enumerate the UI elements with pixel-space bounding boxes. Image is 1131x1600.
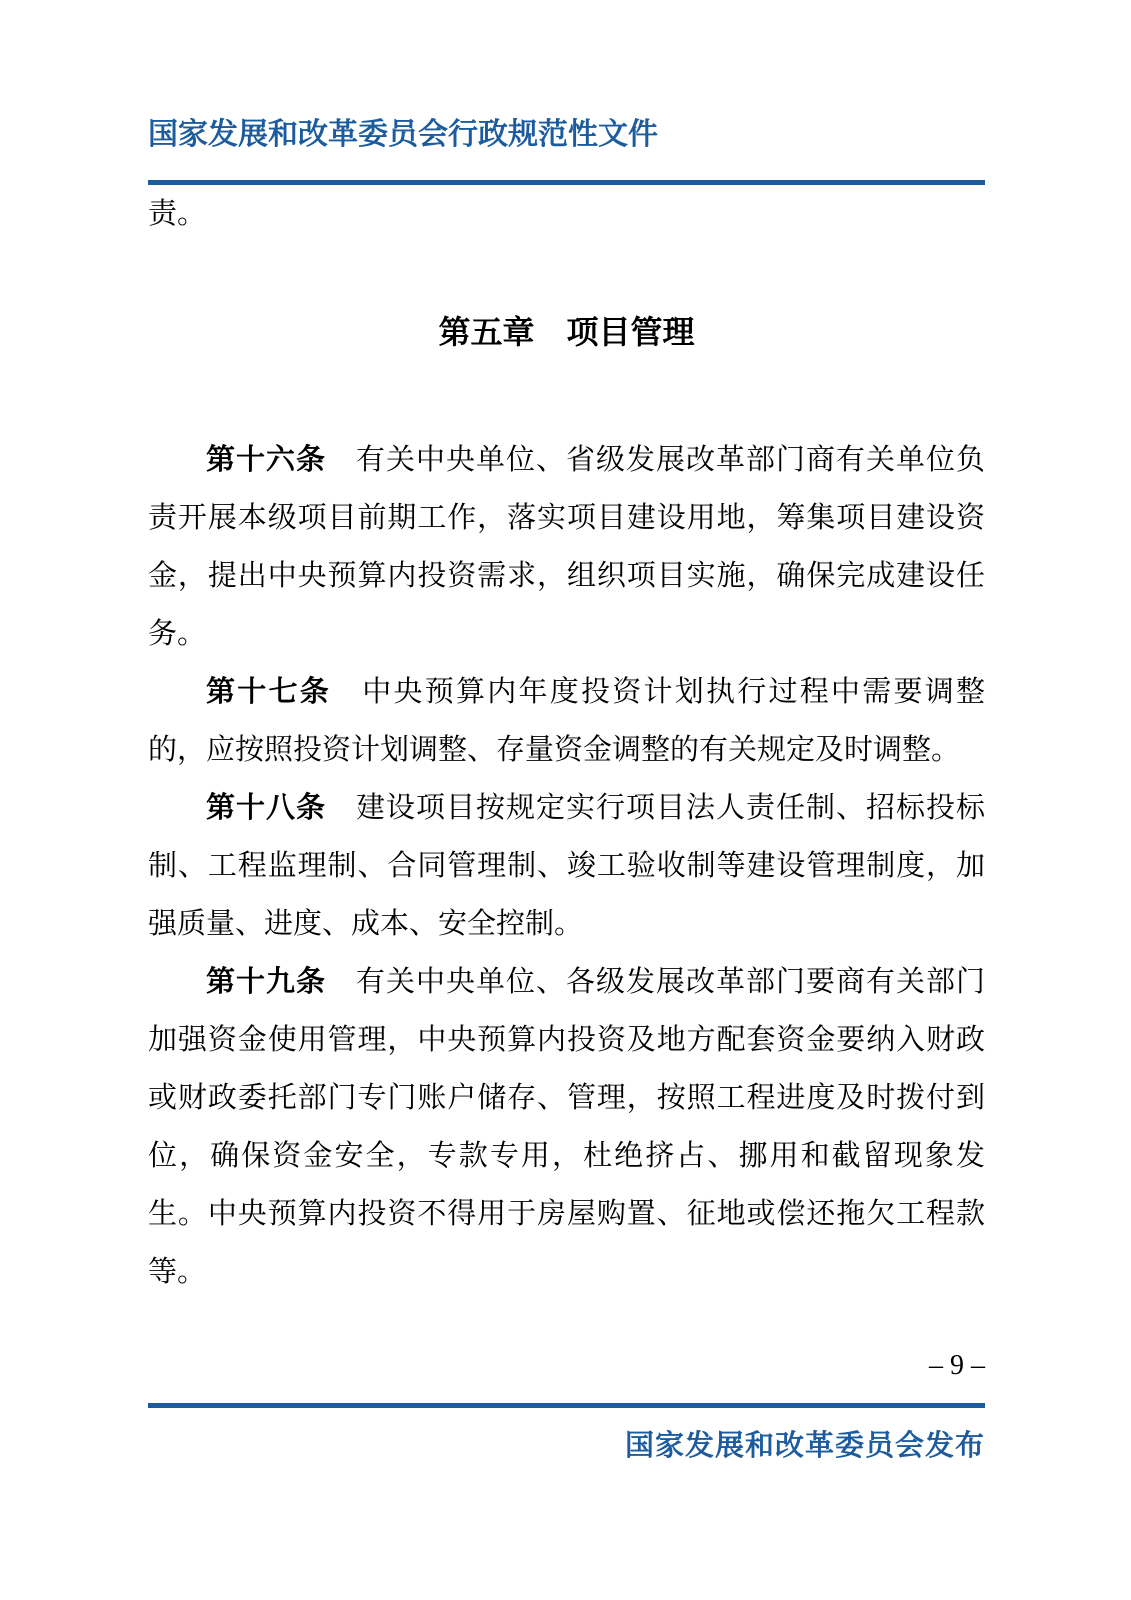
chapter-heading: 第五章 项目管理 [438,314,695,350]
article-paragraph: 第十六条 有关中央单位、省级发展改革部门商有关单位负责开展本级项目前期工作，落实项目建设用地，筹集项目建设资金，提出中央预算内投资需求，组织项目实施，确保完成建设任务。 [148,444,985,650]
article-label: 第十七条 [206,676,331,708]
footer-divider [148,1403,985,1408]
document-body [148,185,985,1301]
article-paragraph: 第十九条 有关中央单位、各级发展改革部门要商有关部门加强资金使用管理，中央预算内投资及地方配套资金要纳入财政或财政委托部门专门账户储存、管理，按照工程进度及时拨付到位，确保资金安全，专款专用，杜绝挤占、挪用和截留现象发生。中央预算内投资不得用于房屋购置、征地或偿还拖欠工程款等。 [148,966,985,1288]
publisher-label: 国家发展和改革委员会发布 [624,1430,985,1462]
article-label: 第十九条 [206,966,326,998]
page-header [148,0,985,185]
articles-container [148,431,985,1301]
article-label: 第十八条 [206,792,326,824]
article-paragraph: 第十七条 中央预算内年度投资计划执行过程中需要调整的，应按照投资计划调整、存量资金调整的有关规定及时调整。 [148,676,985,766]
continuation-text: 责。 [148,198,207,230]
header-title: 国家发展和改革委员会行政规范性文件 [148,118,658,151]
article-paragraph: 第十八条 建设项目按规定实行项目法人责任制、招标投标制、工程监理制、合同管理制、竣工验收制等建设管理制度，加强质量、进度、成本、安全控制。 [148,792,985,940]
article-label: 第十六条 [206,444,326,476]
page-number: – 9 – [929,1350,985,1381]
